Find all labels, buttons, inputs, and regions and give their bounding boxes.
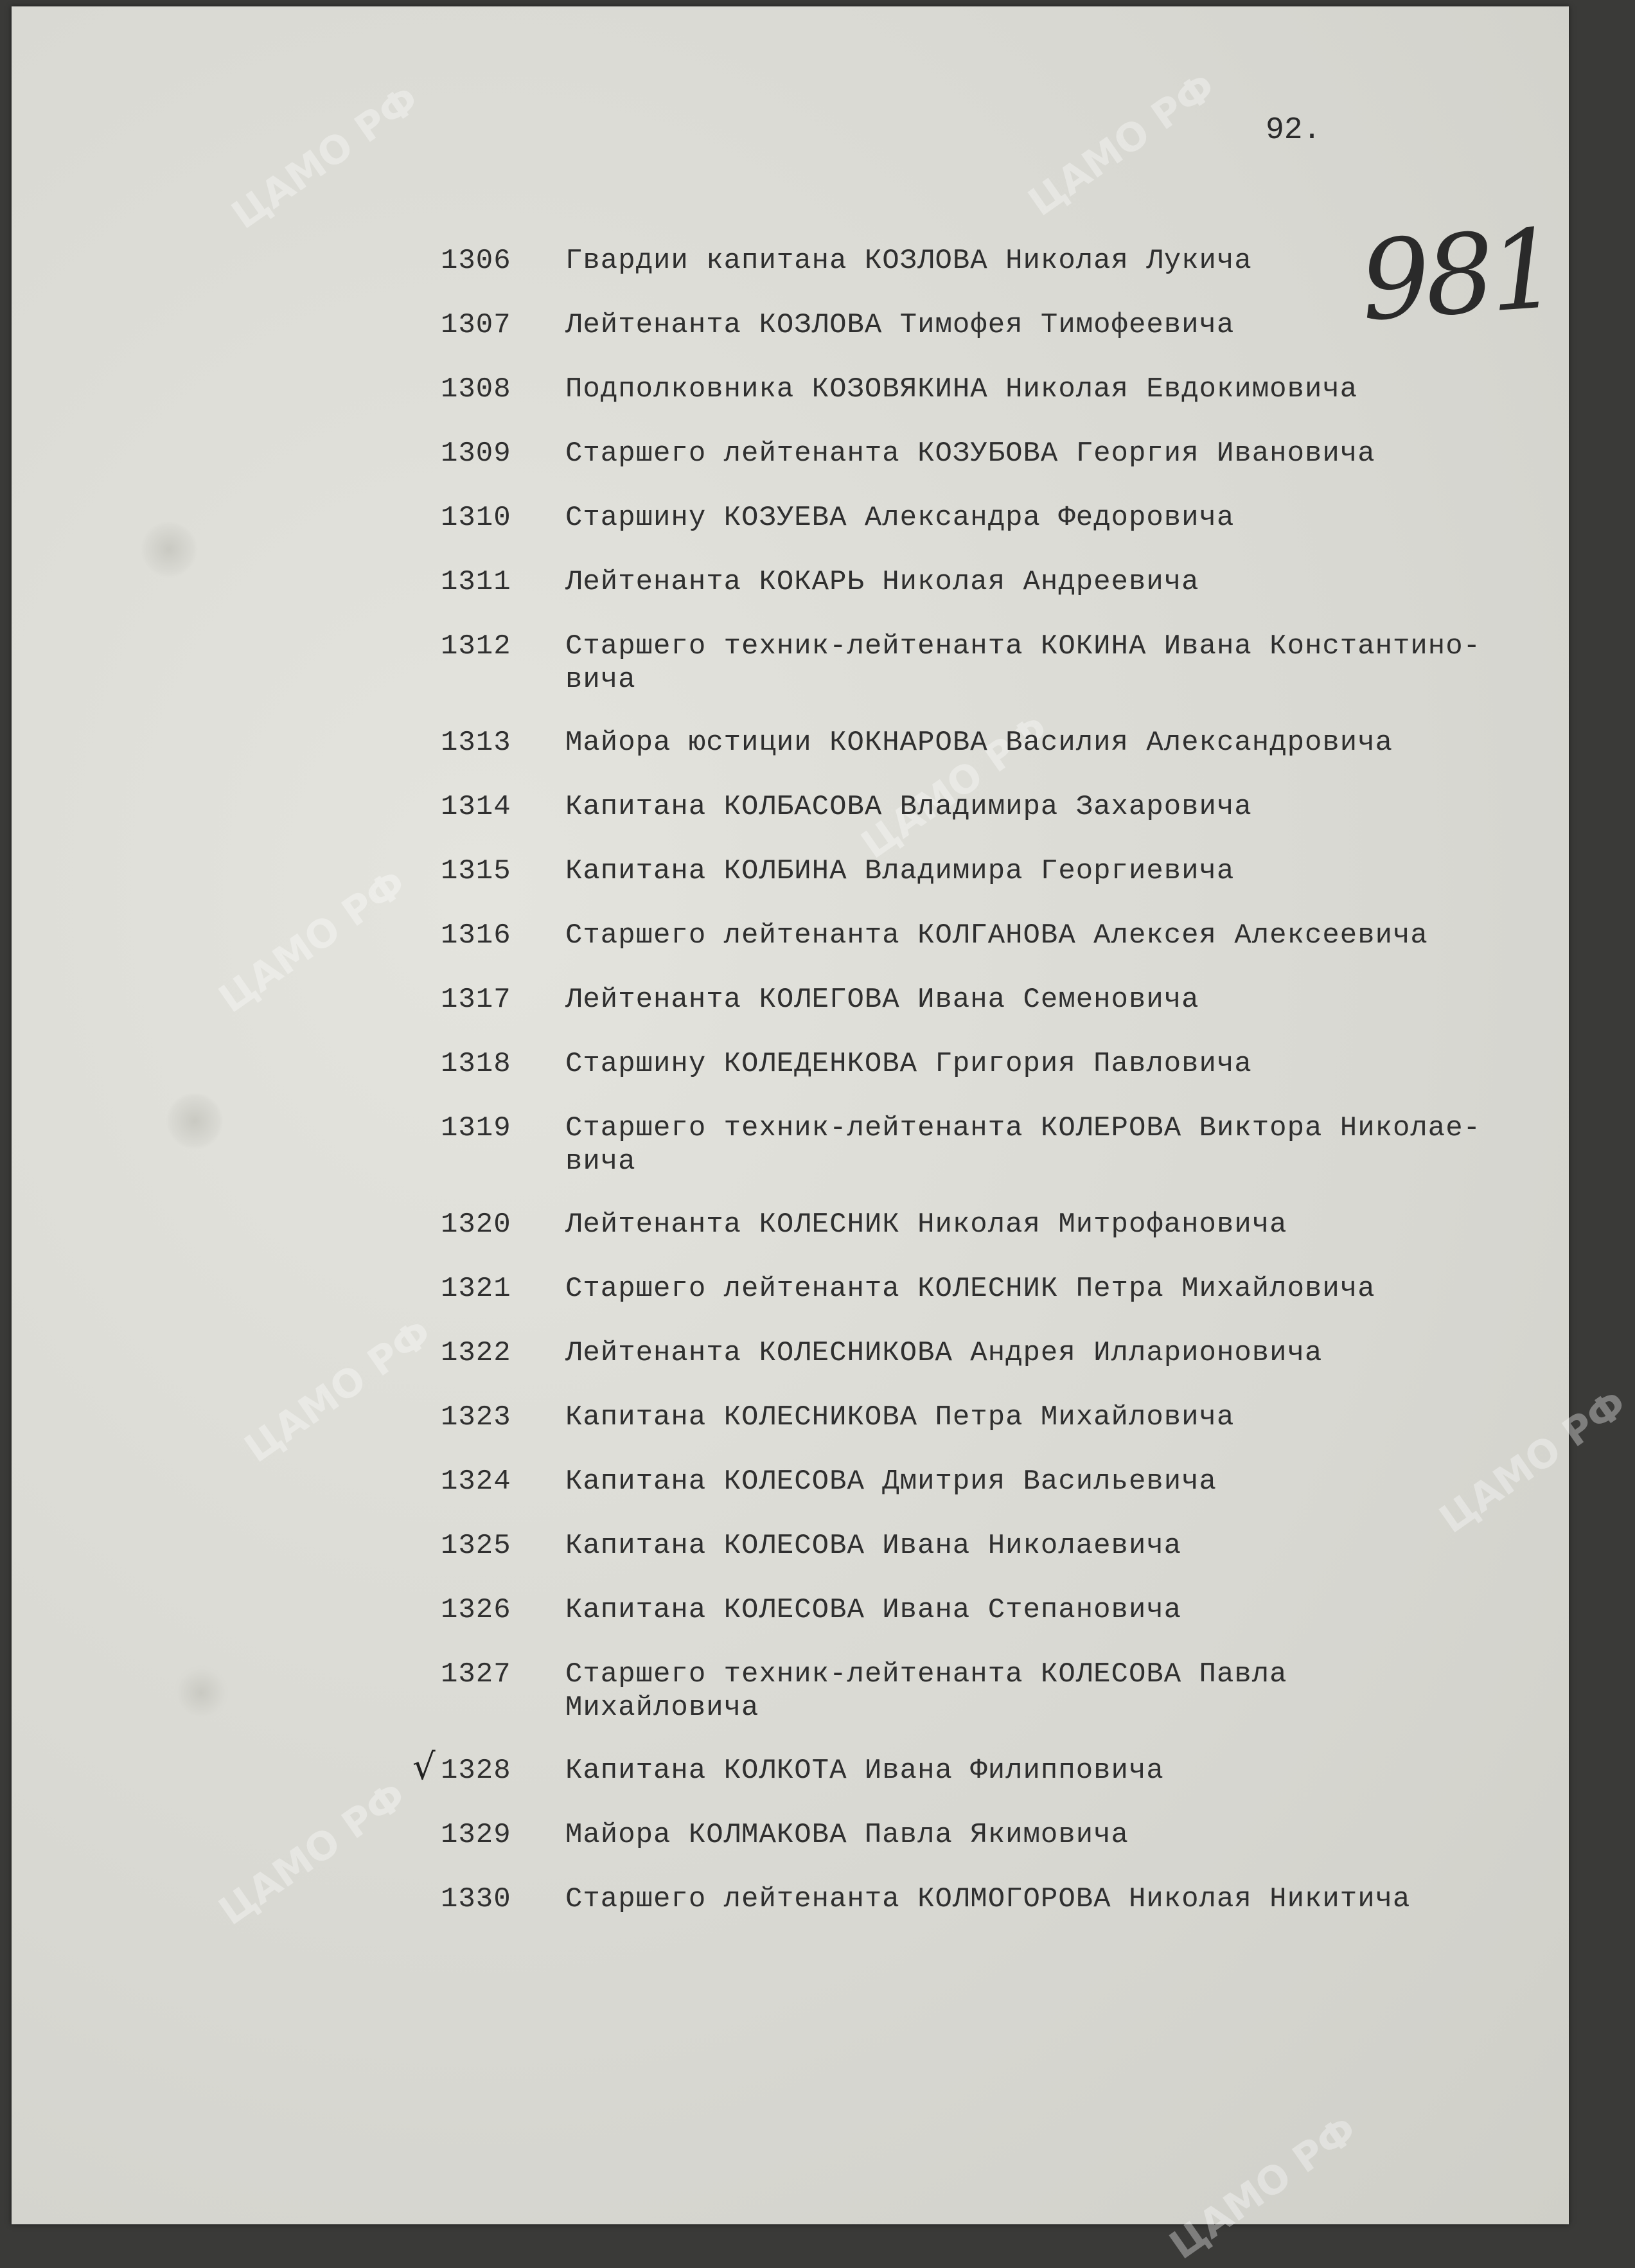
watermark: ЦАМО РФ <box>211 1773 414 1935</box>
entry-number: 1322 <box>441 1337 511 1369</box>
entry-text: Майора КОЛМАКОВА Павла Якимовича <box>565 1819 1129 1851</box>
entry-text: Старшего лейтенанта КОЛМОГОРОВА Николая Никитича <box>565 1883 1411 1915</box>
entry-text: Старшину КОЗУЕВА Александра Федоровича <box>565 502 1235 534</box>
entry-number: 1326 <box>441 1594 511 1626</box>
entry-number: 1314 <box>441 791 511 823</box>
entry-text: Капитана КОЛЕСНИКОВА Петра Михайловича <box>565 1401 1235 1433</box>
entry-text: Старшего лейтенанта КОЗУБОВА Георгия Ивановича <box>565 438 1375 470</box>
entry-number: 1312 <box>441 630 511 662</box>
entry-number: 1313 <box>441 727 511 759</box>
entry-number: 1308 <box>441 373 511 405</box>
watermark: ЦАМО РФ <box>1162 2107 1365 2268</box>
entry-number: 1327 <box>441 1658 511 1690</box>
entry-text: Лейтенанта КОЛЕСНИКОВА Андрея Илларионовича <box>565 1337 1323 1369</box>
watermark: ЦАМО РФ <box>1431 1381 1635 1543</box>
entry-number: 1309 <box>441 438 511 470</box>
entry-number: 1329 <box>441 1819 511 1851</box>
entry-text: Капитана КОЛЕСОВА Дмитрия Васильевича <box>565 1466 1217 1498</box>
page-number: 92. <box>1266 113 1321 148</box>
watermark: ЦАМО РФ <box>236 1310 440 1472</box>
entry-number: 1316 <box>441 919 511 952</box>
watermark: ЦАМО РФ <box>853 706 1057 868</box>
entry-number: 1317 <box>441 984 511 1016</box>
entry-number: 1324 <box>441 1466 511 1498</box>
entry-text: Капитана КОЛЕСОВА Ивана Степановича <box>565 1594 1182 1626</box>
entry-text: Капитана КОЛЕСОВА Ивана Николаевича <box>565 1530 1182 1562</box>
entry-text: Лейтенанта КОЛЕСНИК Николая Митрофановича <box>565 1209 1287 1241</box>
entry-text: Капитана КОЛКОТА Ивана Филипповича <box>565 1755 1164 1787</box>
entry-number: 1328 <box>441 1755 511 1787</box>
entry-number: 1307 <box>441 309 511 341</box>
entry-number: 1318 <box>441 1048 511 1080</box>
entry-text: Старшего техник-лейтенанта КОКИНА Ивана Константино- вича <box>565 630 1481 696</box>
entry-number: 1323 <box>441 1401 511 1433</box>
entry-text: Старшего лейтенанта КОЛЕСНИК Петра Михайловича <box>565 1273 1375 1305</box>
entry-number: 1315 <box>441 855 511 887</box>
entry-number: 1319 <box>441 1112 511 1144</box>
watermark: ЦАМО РФ <box>211 860 414 1022</box>
entry-text: Подполковника КОЗОВЯКИНА Николая Евдокимовича <box>565 373 1358 405</box>
entry-number: 1311 <box>441 566 511 598</box>
entry-number: 1325 <box>441 1530 511 1562</box>
check-mark: √ <box>412 1746 436 1788</box>
handwritten-page-number: 981 <box>1356 205 1559 346</box>
entry-text: Капитана КОЛБИНА Владимира Георгиевича <box>565 855 1235 887</box>
entry-text: Майора юстиции КОКНАРОВА Василия Александровича <box>565 727 1393 759</box>
entry-number: 1306 <box>441 245 511 277</box>
entry-number: 1310 <box>441 502 511 534</box>
entry-number: 1320 <box>441 1209 511 1241</box>
watermark: ЦАМО РФ <box>224 76 427 238</box>
entry-text: Старшего лейтенанта КОЛГАНОВА Алексея Алексеевича <box>565 919 1428 952</box>
entry-text: Капитана КОЛБАСОВА Владимира Захаровича <box>565 791 1252 823</box>
entry-number: 1321 <box>441 1273 511 1305</box>
punch-hole <box>166 1092 224 1150</box>
entry-text: Старшего техник-лейтенанта КОЛЕРОВА Виктора Николае- вича <box>565 1112 1481 1178</box>
entry-text: Лейтенанта КОЗЛОВА Тимофея Тимофеевича <box>565 309 1235 341</box>
entry-text: Лейтенанта КОЛЕГОВА Ивана Семеновича <box>565 984 1199 1016</box>
watermark: ЦАМО РФ <box>1020 64 1224 226</box>
entry-text: Старшину КОЛЕДЕНКОВА Григория Павловича <box>565 1048 1252 1080</box>
document-page <box>12 6 1635 2268</box>
entry-text: Старшего техник-лейтенанта КОЛЕСОВА Павла Михайловича <box>565 1658 1287 1724</box>
punch-hole <box>172 1664 230 1722</box>
entry-number: 1330 <box>441 1883 511 1915</box>
entry-text: Лейтенанта КОКАРЬ Николая Андреевича <box>565 566 1199 598</box>
entry-text: Гвардии капитана КОЗЛОВА Николая Лукича <box>565 245 1252 277</box>
punch-hole <box>140 520 198 578</box>
